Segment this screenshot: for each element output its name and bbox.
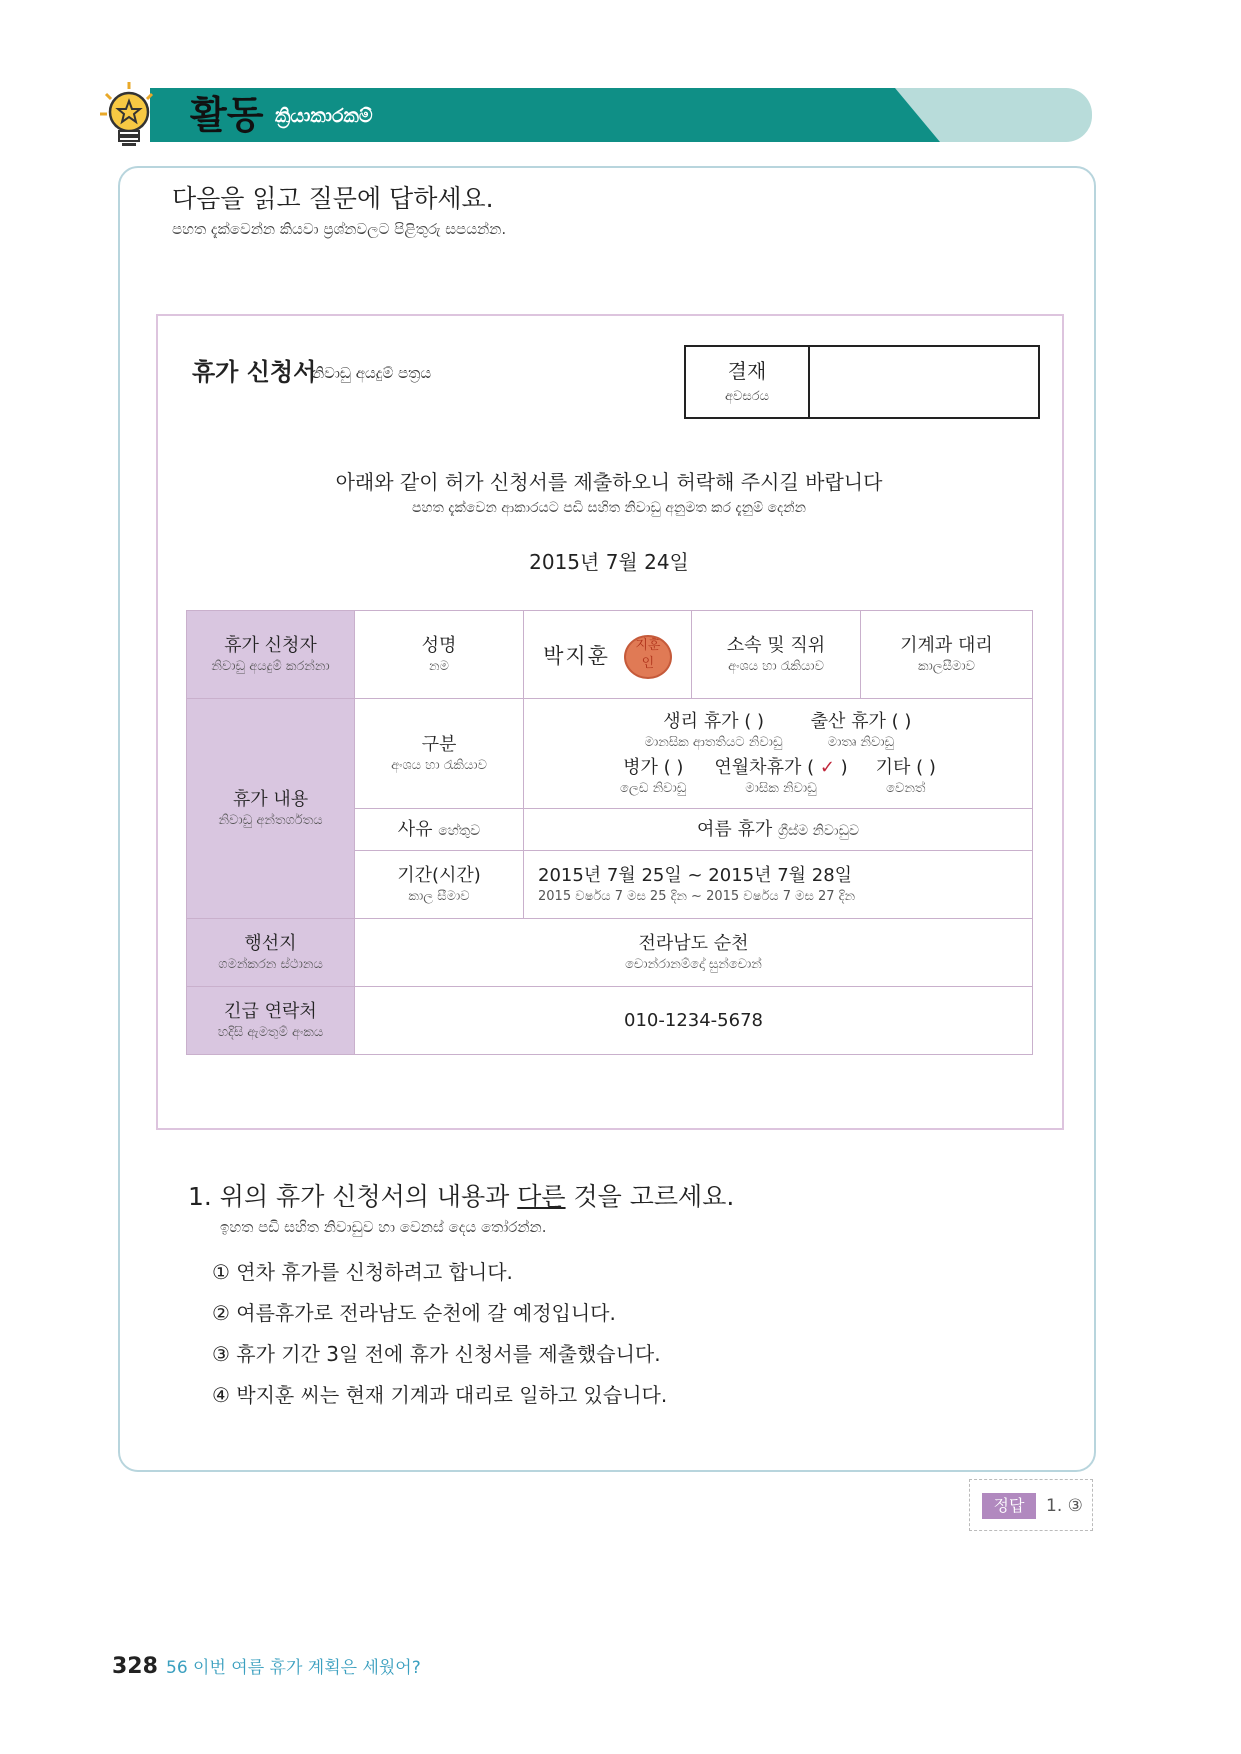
option-other: 기타 ( ) xyxy=(875,756,936,778)
question-text: 1. 위의 휴가 신청서의 내용과 다른 것을 고르세요. xyxy=(188,1182,735,1211)
section-title: 활동 xyxy=(190,93,264,137)
name-label-cell: 성명 නම xyxy=(355,611,524,699)
request-text-sinhala: පහත දැක්වෙන ආකාරයට පඩි සහිත නිවාඩු අනුමත කර දැනුම් දෙන්න xyxy=(411,500,807,516)
approval-box xyxy=(684,345,1040,419)
leave-form-table xyxy=(186,610,1033,1055)
leave-type-options: 생리 휴가 ( ) මානසික ආතතියට නිවාඩු 출산 휴가 ( ) මාතෘ නිවාඩු 병가 ( ) ලෙඩ නිවාඩු 연월차휴가 ( ✓ ) මාසික නිවාඩු 기타 ( ) වෙනත් xyxy=(524,699,1033,809)
answer-value: 1. ③ xyxy=(1046,1496,1083,1516)
option-menstrual: 생리 휴가 ( ) xyxy=(663,710,764,732)
page-number: 328 xyxy=(112,1654,158,1679)
type-label-cell: 구분 අංශය හා රැකියාව xyxy=(355,699,524,809)
approval-label: 결재 xyxy=(727,359,767,383)
instruction-sinhala: පහත දැක්වෙන්න කියවා ප්‍රශ්නවලට පිළිතුරු සපයන්න. xyxy=(172,220,507,238)
option-1: ① 연차 휴가를 신청하려고 합니다. xyxy=(212,1260,513,1284)
answer-options xyxy=(212,1257,667,1421)
request-text: 아래와 같이 허가 신청서를 제출하오니 허락해 주시길 바랍니다 xyxy=(335,470,883,494)
option-3: ③ 휴가 기간 3일 전에 휴가 신청서를 제출했습니다. xyxy=(212,1342,661,1366)
form-title: 휴가 신청서 xyxy=(192,358,317,386)
option-maternity: 출산 휴가 ( ) xyxy=(810,710,912,732)
content-header: 휴가 내용 නිවාඩු අන්තර්ගතය xyxy=(187,699,355,919)
approval-label-sinhala: අවසරය xyxy=(725,389,769,404)
reason-value-cell: 여름 휴가 ග්‍රීස්ම නිවාඩුව xyxy=(524,809,1033,851)
applicant-name: 박지훈 xyxy=(543,643,610,668)
contact-header: 긴급 연락처 හදිසි ඇමතුම් අංකය xyxy=(187,987,355,1055)
answer-label: 정답 xyxy=(982,1493,1036,1519)
option-annual: 연월차휴가 ( ✓ ) xyxy=(714,756,848,778)
period-label-cell: 기간(시간) කාල සීමාව xyxy=(355,851,524,919)
destination-value-cell: 전라남도 순천 චොන්රානම්දෝ සුන්චොන් xyxy=(355,919,1033,987)
lesson-title: 56 이번 여름 휴가 계획은 세웠어? xyxy=(166,1658,421,1678)
instruction-korean: 다음을 읽고 질문에 답하세요. xyxy=(172,184,494,213)
option-2: ② 여름휴가로 전라남도 순천에 갈 예정입니다. xyxy=(212,1301,616,1325)
form-title-sinhala: නිවාඩු අයදුම් පත්‍රය xyxy=(312,364,432,382)
applicant-header: 휴가 신청자 නිවාඩු අයදුම් කරන්නා xyxy=(187,611,355,699)
lightbulb-icon xyxy=(98,80,160,148)
section-subtitle: ක්‍රියාකාරකම් xyxy=(275,105,373,127)
period-value-cell: 2015년 7월 25일 ~ 2015년 7월 28일 2015 වර්ෂය 7 මස 25 දින ~ 2015 වර්ෂය 7 මස 27 දින xyxy=(524,851,1033,919)
dept-value-cell: 기계과 대리 කාලසීමාව xyxy=(861,611,1033,699)
destination-header: 행선지 ගමන්කරන ස්ථානය xyxy=(187,919,355,987)
form-date: 2015년 7월 24일 xyxy=(529,550,689,574)
seal-stamp-icon: 지훈 인 xyxy=(624,635,672,679)
dept-label-cell: 소속 및 직위 අංශය හා රැකියාව xyxy=(692,611,861,699)
contact-value-cell: 010-1234-5678 xyxy=(355,987,1033,1055)
checkmark-icon: ✓ xyxy=(819,756,835,778)
reason-label-cell: 사유 හේතුව xyxy=(355,809,524,851)
name-value-cell xyxy=(524,611,692,699)
question-text-sinhala: ඉහත පඩි සහිත නිවාඩුව හා වෙනස් දෙය තෝරන්න. xyxy=(220,1218,547,1236)
option-4: ④ 박지훈 씨는 현재 기계과 대리로 일하고 있습니다. xyxy=(212,1383,668,1407)
option-sick: 병가 ( ) xyxy=(623,756,684,778)
answer-box xyxy=(969,1479,1093,1531)
